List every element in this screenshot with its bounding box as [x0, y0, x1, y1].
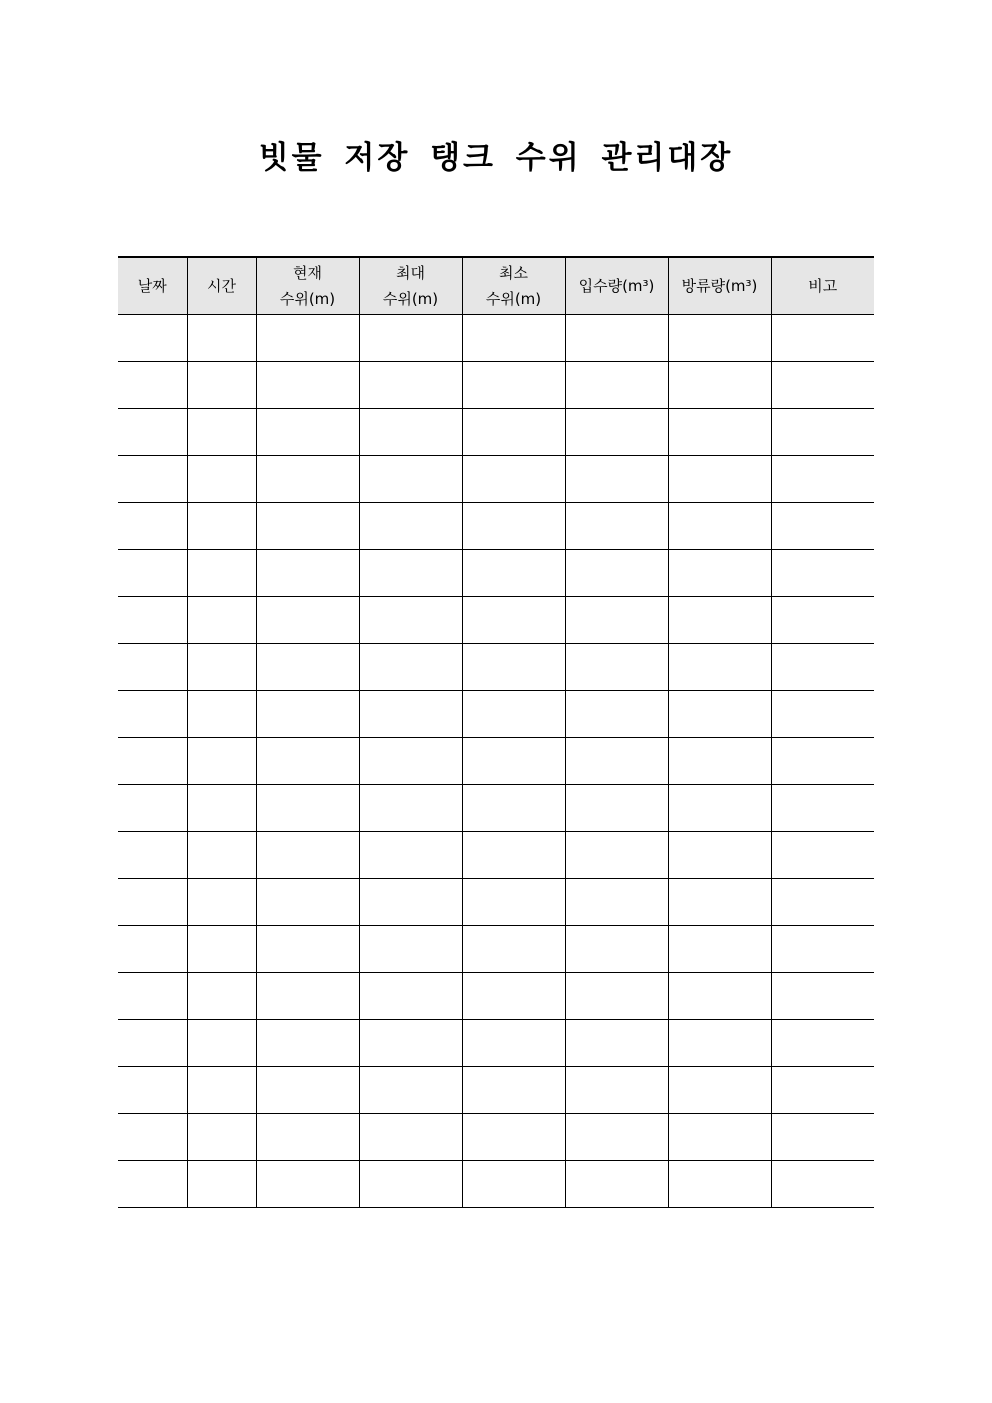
- table-cell[interactable]: [118, 1114, 187, 1161]
- table-cell[interactable]: [359, 503, 462, 550]
- table-row: [118, 1020, 874, 1067]
- table-cell[interactable]: [462, 362, 565, 409]
- table-cell[interactable]: [668, 1114, 771, 1161]
- table-cell[interactable]: [359, 738, 462, 785]
- table-cell[interactable]: [462, 550, 565, 597]
- table-cell[interactable]: [565, 1020, 668, 1067]
- table-cell[interactable]: [118, 409, 187, 456]
- table-cell[interactable]: [187, 362, 256, 409]
- table-cell[interactable]: [668, 785, 771, 832]
- table-cell[interactable]: [187, 785, 256, 832]
- table-cell[interactable]: [462, 597, 565, 644]
- table-cell[interactable]: [256, 926, 359, 973]
- table-cell[interactable]: [118, 832, 187, 879]
- table-cell[interactable]: [462, 1020, 565, 1067]
- table-cell[interactable]: [187, 691, 256, 738]
- table-cell[interactable]: [565, 1067, 668, 1114]
- table-row: [118, 691, 874, 738]
- table-cell[interactable]: [256, 879, 359, 926]
- table-cell[interactable]: [771, 409, 874, 456]
- table-cell[interactable]: [462, 503, 565, 550]
- table-cell[interactable]: [565, 409, 668, 456]
- table-cell[interactable]: [118, 1020, 187, 1067]
- table-cell[interactable]: [118, 785, 187, 832]
- table-cell[interactable]: [565, 644, 668, 691]
- table-cell[interactable]: [565, 691, 668, 738]
- table-cell[interactable]: [359, 409, 462, 456]
- table-cell[interactable]: [256, 832, 359, 879]
- table-cell[interactable]: [187, 456, 256, 503]
- table-cell[interactable]: [565, 597, 668, 644]
- table-cell[interactable]: [565, 879, 668, 926]
- table-cell[interactable]: [256, 1020, 359, 1067]
- table-cell[interactable]: [771, 785, 874, 832]
- table-row: [118, 597, 874, 644]
- table-cell[interactable]: [771, 1067, 874, 1114]
- table-cell[interactable]: [187, 597, 256, 644]
- table-row: [118, 926, 874, 973]
- table-cell[interactable]: [187, 926, 256, 973]
- table-cell[interactable]: [462, 973, 565, 1020]
- table-cell[interactable]: [668, 362, 771, 409]
- table-row: [118, 832, 874, 879]
- table-cell[interactable]: [187, 973, 256, 1020]
- table-cell[interactable]: [462, 832, 565, 879]
- table-cell[interactable]: [771, 503, 874, 550]
- water-level-log-table: [118, 256, 874, 1208]
- table-cell[interactable]: [565, 785, 668, 832]
- table-cell[interactable]: [118, 1161, 187, 1208]
- table-cell[interactable]: [565, 550, 668, 597]
- table-cell[interactable]: [359, 1161, 462, 1208]
- table-cell[interactable]: [565, 1114, 668, 1161]
- header-min-level: 최소 수위(m): [462, 257, 565, 315]
- table-cell[interactable]: [668, 409, 771, 456]
- table-cell[interactable]: [118, 362, 187, 409]
- table-cell[interactable]: [771, 644, 874, 691]
- table-cell[interactable]: [771, 1161, 874, 1208]
- table-cell[interactable]: [462, 1114, 565, 1161]
- table-cell[interactable]: [256, 738, 359, 785]
- table-cell[interactable]: [771, 738, 874, 785]
- table-row: [118, 879, 874, 926]
- table-header-row: [118, 257, 874, 315]
- header-max-level: 최대 수위(m): [359, 257, 462, 315]
- table-cell[interactable]: [256, 1067, 359, 1114]
- table-cell[interactable]: [187, 409, 256, 456]
- table-cell[interactable]: [668, 879, 771, 926]
- table-cell[interactable]: [668, 926, 771, 973]
- table-cell[interactable]: [462, 738, 565, 785]
- table-cell[interactable]: [256, 644, 359, 691]
- table-cell[interactable]: [256, 1114, 359, 1161]
- table-cell[interactable]: [462, 456, 565, 503]
- table-cell[interactable]: [668, 456, 771, 503]
- table-cell[interactable]: [462, 409, 565, 456]
- header-current-level: 현재 수위(m): [256, 257, 359, 315]
- table-row: [118, 1161, 874, 1208]
- table-cell[interactable]: [118, 456, 187, 503]
- header-discharge: 방류량(m³): [668, 257, 771, 315]
- table-cell[interactable]: [359, 597, 462, 644]
- table-cell[interactable]: [118, 550, 187, 597]
- table-cell[interactable]: [256, 597, 359, 644]
- table-cell[interactable]: [771, 832, 874, 879]
- table-cell[interactable]: [771, 926, 874, 973]
- table-cell[interactable]: [359, 550, 462, 597]
- table-cell[interactable]: [771, 597, 874, 644]
- header-inflow: 입수량(m³): [565, 257, 668, 315]
- table-cell[interactable]: [359, 362, 462, 409]
- table-cell[interactable]: [256, 315, 359, 362]
- header-date: 날짜: [118, 257, 187, 315]
- table-cell[interactable]: [668, 503, 771, 550]
- table-cell[interactable]: [359, 973, 462, 1020]
- table-row: [118, 315, 874, 362]
- table-cell[interactable]: [771, 1020, 874, 1067]
- table-cell[interactable]: [565, 973, 668, 1020]
- table-cell[interactable]: [187, 1114, 256, 1161]
- table-cell[interactable]: [462, 691, 565, 738]
- table-cell[interactable]: [668, 832, 771, 879]
- table-cell[interactable]: [668, 550, 771, 597]
- table-cell[interactable]: [462, 926, 565, 973]
- table-cell[interactable]: [565, 315, 668, 362]
- table-cell[interactable]: [565, 503, 668, 550]
- table-cell[interactable]: [771, 973, 874, 1020]
- table-cell[interactable]: [668, 691, 771, 738]
- table-cell[interactable]: [668, 1161, 771, 1208]
- table-row: [118, 785, 874, 832]
- table-row: [118, 1114, 874, 1161]
- table-cell[interactable]: [771, 456, 874, 503]
- table-cell[interactable]: [771, 362, 874, 409]
- table-cell[interactable]: [118, 879, 187, 926]
- table-cell[interactable]: [187, 879, 256, 926]
- table-row: [118, 456, 874, 503]
- table-cell[interactable]: [359, 879, 462, 926]
- table-cell[interactable]: [118, 926, 187, 973]
- table-row: [118, 973, 874, 1020]
- table-cell[interactable]: [256, 785, 359, 832]
- table-row: [118, 1067, 874, 1114]
- table-cell[interactable]: [256, 456, 359, 503]
- table-cell[interactable]: [187, 315, 256, 362]
- table-cell[interactable]: [187, 1020, 256, 1067]
- table-cell[interactable]: [462, 644, 565, 691]
- table-row: [118, 409, 874, 456]
- table-cell[interactable]: [359, 691, 462, 738]
- table-cell[interactable]: [668, 1067, 771, 1114]
- table-cell[interactable]: [256, 362, 359, 409]
- table-cell[interactable]: [359, 644, 462, 691]
- table-cell[interactable]: [187, 738, 256, 785]
- table-cell[interactable]: [118, 973, 187, 1020]
- table-cell[interactable]: [565, 362, 668, 409]
- table-cell[interactable]: [565, 1161, 668, 1208]
- table-cell[interactable]: [565, 832, 668, 879]
- table-cell[interactable]: [565, 926, 668, 973]
- table-cell[interactable]: [187, 1161, 256, 1208]
- table-cell[interactable]: [187, 550, 256, 597]
- table-cell[interactable]: [668, 1020, 771, 1067]
- table-cell[interactable]: [462, 879, 565, 926]
- table-cell[interactable]: [359, 785, 462, 832]
- table-cell[interactable]: [359, 456, 462, 503]
- table-cell[interactable]: [187, 1067, 256, 1114]
- table-cell[interactable]: [462, 785, 565, 832]
- table-body: [118, 315, 874, 1208]
- table-cell[interactable]: [118, 597, 187, 644]
- table-cell[interactable]: [118, 503, 187, 550]
- table-cell[interactable]: [256, 409, 359, 456]
- table-cell[interactable]: [256, 1161, 359, 1208]
- table-cell[interactable]: [668, 597, 771, 644]
- table-cell[interactable]: [256, 973, 359, 1020]
- table-cell[interactable]: [359, 1020, 462, 1067]
- table-cell[interactable]: [771, 879, 874, 926]
- table-cell[interactable]: [359, 1067, 462, 1114]
- table-cell[interactable]: [565, 738, 668, 785]
- table-cell[interactable]: [256, 550, 359, 597]
- table-cell[interactable]: [771, 315, 874, 362]
- document-title: 빗물 저장 탱크 수위 관리대장: [258, 140, 734, 176]
- table-cell[interactable]: [118, 315, 187, 362]
- table-cell[interactable]: [668, 738, 771, 785]
- table-cell[interactable]: [359, 315, 462, 362]
- table-cell[interactable]: [668, 973, 771, 1020]
- table-cell[interactable]: [462, 315, 565, 362]
- table-cell[interactable]: [668, 315, 771, 362]
- table-cell[interactable]: [187, 503, 256, 550]
- header-remarks: 비고: [771, 257, 874, 315]
- table-row: [118, 738, 874, 785]
- table-cell[interactable]: [118, 691, 187, 738]
- table-row: [118, 550, 874, 597]
- table-cell[interactable]: [668, 644, 771, 691]
- table-cell[interactable]: [256, 503, 359, 550]
- table-cell[interactable]: [462, 1067, 565, 1114]
- table-cell[interactable]: [256, 691, 359, 738]
- header-time: 시간: [187, 257, 256, 315]
- table-cell[interactable]: [118, 738, 187, 785]
- table-row: [118, 362, 874, 409]
- table-cell[interactable]: [771, 1114, 874, 1161]
- table-cell[interactable]: [118, 1067, 187, 1114]
- table-cell[interactable]: [118, 644, 187, 691]
- table-row: [118, 644, 874, 691]
- table-cell[interactable]: [771, 550, 874, 597]
- table-cell[interactable]: [359, 926, 462, 973]
- table-cell[interactable]: [565, 456, 668, 503]
- table-cell[interactable]: [187, 644, 256, 691]
- table-cell[interactable]: [771, 691, 874, 738]
- table-cell[interactable]: [187, 832, 256, 879]
- table-row: [118, 503, 874, 550]
- table-cell[interactable]: [462, 1161, 565, 1208]
- table-cell[interactable]: [359, 1114, 462, 1161]
- table-cell[interactable]: [359, 832, 462, 879]
